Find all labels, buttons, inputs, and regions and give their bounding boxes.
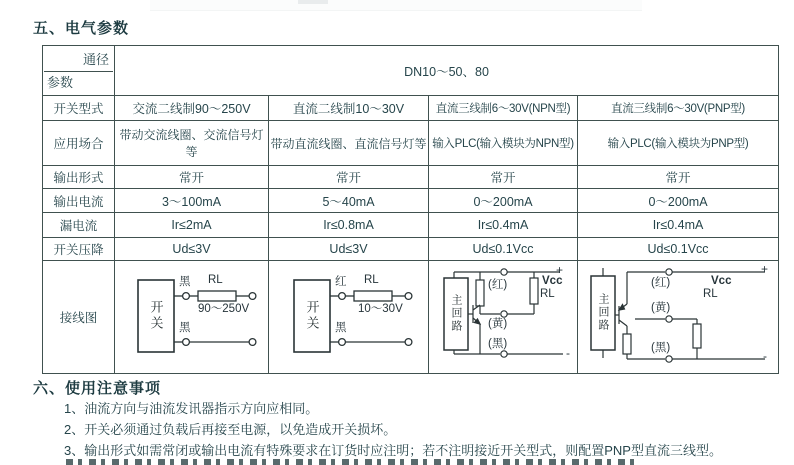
cropped-content-top-band bbox=[150, 0, 642, 11]
cell-application-ac2: 带动交流线圈、交流信号灯等 bbox=[115, 121, 269, 166]
diameter-value-cell: DN10～50、80 bbox=[115, 46, 779, 96]
corner-cell bbox=[43, 46, 115, 96]
vcc-label: Vcc bbox=[711, 274, 732, 287]
cell-output-current-dc2: 5～40mA bbox=[269, 189, 429, 213]
cell-application-pnp: 输入PLC(输入模块为PNP型) bbox=[578, 121, 779, 166]
row-label-switch-type: 开关型式 bbox=[43, 96, 115, 121]
plus-terminal-label: + bbox=[761, 261, 769, 276]
cell-drop-dc2: Ud≤3V bbox=[269, 238, 429, 261]
cropped-text-line bbox=[66, 459, 634, 465]
table-row-wiring-diagram bbox=[43, 261, 779, 374]
minus-terminal-label: - bbox=[763, 348, 767, 363]
table-row-leakage-current bbox=[43, 213, 779, 238]
wiring-cell-npn bbox=[429, 261, 578, 374]
row-label-wiring-diagram: 接线图 bbox=[43, 261, 115, 374]
cell-switch-type-dc2: 直流二线制10～30V bbox=[269, 96, 429, 121]
cell-output-current-pnp: 0～200mA bbox=[578, 189, 779, 213]
main-circuit-box-label: 主回路 bbox=[597, 293, 609, 332]
cell-output-form-dc2: 常开 bbox=[269, 166, 429, 189]
corner-label-diameter: 通径 bbox=[44, 49, 113, 72]
table-row-application bbox=[43, 121, 779, 166]
main-circuit-box-label: 主回路 bbox=[450, 294, 462, 333]
row-label-voltage-drop: 开关压降 bbox=[43, 238, 115, 261]
wire-color-label: 黑 bbox=[179, 275, 191, 288]
load-resistor-label: RL bbox=[208, 273, 223, 286]
cell-output-current-ac2: 3～100mA bbox=[115, 189, 269, 213]
row-label-application: 应用场合 bbox=[43, 121, 115, 166]
load-resistor-label: RL bbox=[540, 287, 555, 300]
wiring-diagram-dc2 bbox=[270, 262, 427, 373]
wire-color-label: 红 bbox=[335, 275, 347, 288]
usage-note-1: 1、油流方向与油流发讯器指示方向应相同。 bbox=[64, 401, 319, 416]
row-label-leakage-current: 漏电流 bbox=[43, 213, 115, 238]
cell-output-form-npn: 常开 bbox=[429, 166, 578, 189]
cell-drop-ac2: Ud≤3V bbox=[115, 238, 269, 261]
wiring-diagram-pnp bbox=[579, 262, 777, 373]
electrical-parameters-table bbox=[42, 45, 779, 374]
plus-terminal-label: + bbox=[556, 262, 564, 277]
cell-application-npn: 输入PLC(输入模块为NPN型) bbox=[429, 121, 578, 166]
table-row-output-form bbox=[43, 166, 779, 189]
cell-leakage-npn: Ir≤0.4mA bbox=[429, 213, 578, 238]
switch-box-label: 开关 bbox=[304, 299, 320, 332]
cell-output-form-ac2: 常开 bbox=[115, 166, 269, 189]
switch-box-label: 开关 bbox=[148, 299, 164, 332]
wiring-cell-ac2 bbox=[115, 261, 269, 374]
cell-leakage-pnp: Ir≤0.4mA bbox=[578, 213, 779, 238]
table-row-output-current bbox=[43, 189, 779, 213]
black-wire-label: (黑) bbox=[651, 341, 671, 354]
wiring-diagram-npn bbox=[430, 262, 576, 373]
load-resistor-label: RL bbox=[364, 273, 379, 286]
cell-switch-type-pnp: 直流三线制6～30V(PNP型) bbox=[578, 96, 779, 121]
cell-leakage-dc2: Ir≤0.8mA bbox=[269, 213, 429, 238]
voltage-range-label: 90～250V bbox=[198, 302, 250, 315]
wiring-cell-pnp bbox=[578, 261, 779, 374]
cropped-content-top-smudge bbox=[298, 0, 328, 4]
cell-switch-type-npn: 直流三线制6～30V(NPN型) bbox=[429, 96, 578, 121]
section-title-electrical-parameters: 五、电气参数 bbox=[33, 20, 130, 37]
cell-switch-type-ac2: 交流二线制90～250V bbox=[115, 96, 269, 121]
usage-note-3: 3、输出形式如需常闭或输出电流有特殊要求在订货时应注明；若不注明接近开关型式，则配置PNP型直流三线型。 bbox=[64, 443, 722, 458]
red-wire-label: (红) bbox=[488, 278, 508, 291]
wiring-cell-dc2 bbox=[269, 261, 429, 374]
yellow-wire-label: (黄) bbox=[488, 317, 508, 330]
row-label-output-form: 输出形式 bbox=[43, 166, 115, 189]
cell-drop-pnp: Ud≤0.1Vcc bbox=[578, 238, 779, 261]
black-wire-label: (黑) bbox=[488, 337, 508, 350]
cell-drop-npn: Ud≤0.1Vcc bbox=[429, 238, 578, 261]
wire-color-label: 黑 bbox=[179, 321, 191, 334]
wiring-diagram-ac2 bbox=[116, 262, 267, 373]
table-row-header bbox=[43, 46, 779, 96]
voltage-range-label: 10～30V bbox=[358, 302, 403, 315]
cell-application-dc2: 带动直流线圈、直流信号灯等 bbox=[269, 121, 429, 166]
cell-leakage-ac2: Ir≤2mA bbox=[115, 213, 269, 238]
table-row-switch-type bbox=[43, 96, 779, 121]
section-title-usage-notes: 六、使用注意事项 bbox=[33, 380, 162, 397]
cell-output-current-npn: 0～200mA bbox=[429, 189, 578, 213]
red-wire-label: (红) bbox=[651, 276, 671, 289]
cell-output-form-pnp: 常开 bbox=[578, 166, 779, 189]
corner-label-parameter: 参数 bbox=[47, 74, 74, 90]
table-row-voltage-drop bbox=[43, 238, 779, 261]
yellow-wire-label: (黄) bbox=[651, 301, 671, 314]
minus-terminal-label: - bbox=[566, 345, 570, 360]
wire-color-label: 黑 bbox=[335, 321, 347, 334]
vcc-label: Vcc bbox=[542, 274, 563, 287]
row-label-output-current: 输出电流 bbox=[43, 189, 115, 213]
usage-note-2: 2、开关必须通过负载后再接至电源，以免造成开关损坏。 bbox=[64, 422, 397, 437]
load-resistor-label: RL bbox=[703, 287, 718, 300]
